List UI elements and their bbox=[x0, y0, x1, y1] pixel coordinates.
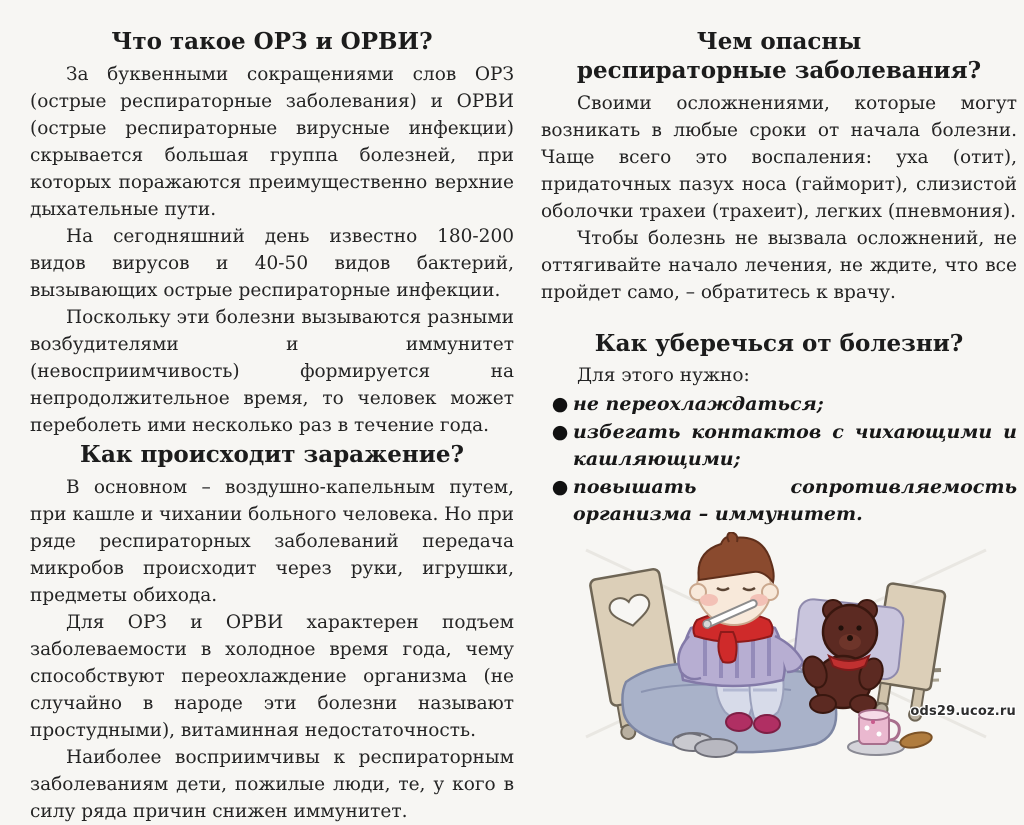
left-column bbox=[30, 26, 514, 825]
bullet-text: не переохлаждаться; bbox=[573, 393, 824, 416]
right-column bbox=[541, 26, 1017, 772]
section-title-why-dangerous bbox=[541, 28, 1017, 86]
paragraph: В основном – воздушно-капельным путем, при кашле и чихании больного человека. Но при ряде респираторных заболеваний передача микробов происходит через руки, игрушки, предметы обихода. bbox=[30, 476, 514, 606]
list-item bbox=[547, 474, 1017, 528]
paragraph: За буквенными сокращениями слов ОРЗ (острые респираторные заболевания) и ОРВИ (острые респираторные вирусные инфекции) скрывается большая группа болезней, при которых поражаются преимущественно верхние дыхательные пути. bbox=[30, 63, 514, 220]
bullet-icon: ● bbox=[551, 393, 569, 416]
bullet-text: избегать контактов с чихающими и кашляющими; bbox=[573, 421, 1017, 471]
protection-bullet-list bbox=[547, 391, 1017, 528]
sick-child-illustration bbox=[571, 532, 1001, 772]
section-title-how-to-protect: Как уберечься от болезни? bbox=[594, 329, 964, 357]
paragraph: Поскольку эти болезни вызываются разными возбудителями и иммунитет (невосприимчивость) формируется на непродолжительное время, то человек может переболеть ими несколько раз в течение года. bbox=[30, 306, 514, 436]
list-item bbox=[547, 419, 1017, 473]
paragraph: Наиболее восприимчивы к респираторным заболеваниям дети, пожилые люди, те, у кого в силу ряда причин снижен иммунитет. bbox=[30, 746, 514, 822]
sick-child-illustration-svg bbox=[571, 532, 1001, 768]
section-title-line1: Чем опасны bbox=[696, 28, 862, 55]
paragraph: Для ОРЗ и ОРВИ характерен подъем заболеваемости в холодное время года, чему способствуют переохлаждение организма (не случайно в народе эти болезни называют простудными), витаминная недостаточность. bbox=[30, 611, 514, 741]
section-title-what-is-orz-orvi: Что такое ОРЗ и ОРВИ? bbox=[111, 28, 433, 55]
bullet-icon: ● bbox=[551, 421, 569, 444]
paragraph: Чтобы болезнь не вызвала осложнений, не оттягивайте начало лечения, не ждите, что все пройдет само, – обратитесь к врачу. bbox=[541, 227, 1017, 303]
paragraph: Своими осложнениями, которые могут возникать в любые сроки от начала болезни. Чаще всего это воспаления: уха (отит), придаточных пазух носа (гайморит), слизистой оболочки трахеи (трахеит), легких (пневмония). bbox=[541, 92, 1017, 222]
section-title-line2: респираторные заболевания? bbox=[576, 56, 982, 84]
bullet-icon: ● bbox=[551, 476, 569, 499]
bullet-list-lead: Для этого нужно: bbox=[577, 365, 750, 387]
list-item bbox=[547, 391, 1017, 418]
bullet-text: повышать сопротивляемость организма – иммунитет. bbox=[573, 476, 1017, 526]
watermark-url: ods29.ucoz.ru bbox=[910, 704, 1016, 719]
section-title-how-infection-occurs: Как происходит заражение? bbox=[80, 440, 464, 468]
paragraph: На сегодняшний день известно 180-200 видов вирусов и 40-50 видов бактерий, вызывающих острые респираторные инфекции. bbox=[30, 225, 514, 301]
